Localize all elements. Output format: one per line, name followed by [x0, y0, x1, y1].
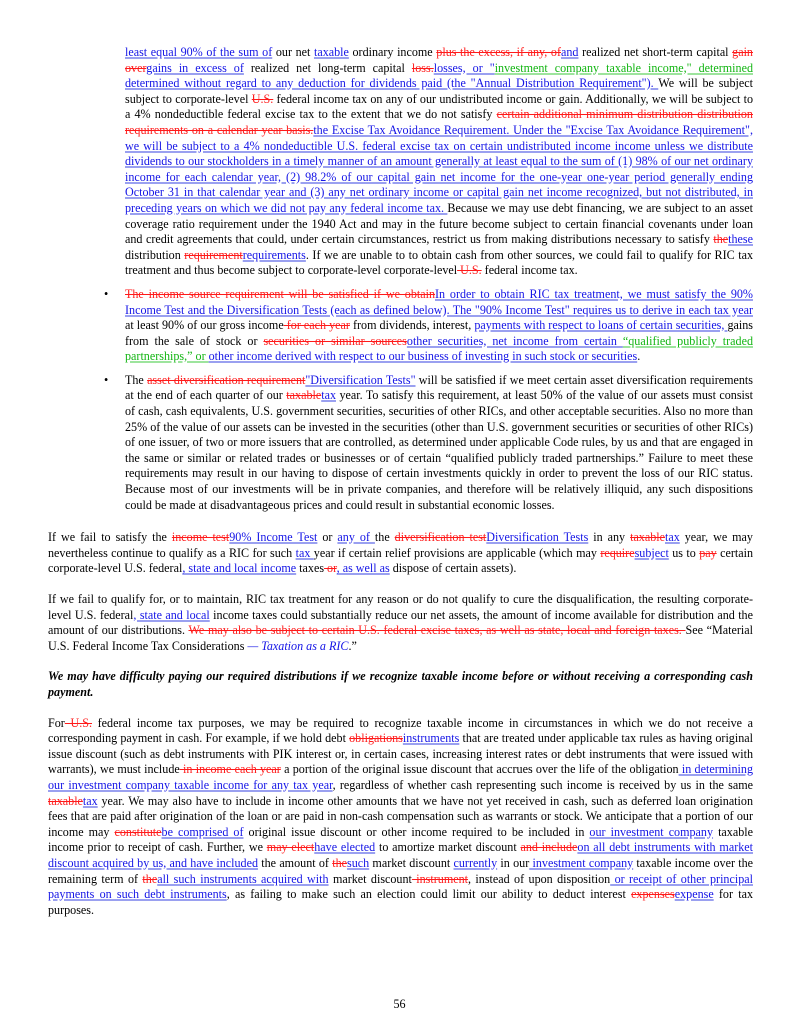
text: original issue discount or other income required to be included in — [243, 824, 590, 839]
text: year, we may nevertheless continue to qualify as a RIC for such — [48, 530, 753, 560]
deleted-text: certain additional minimum distribution distribution requirements on a calendar year basis. — [125, 107, 753, 137]
text: federal income tax. — [481, 263, 578, 278]
inserted-text: In order to obtain RIC tax treatment, we must satisfy the 90% Income Test and the Diversification Tests (each as defined below). The "90% Income Test" requires us to derive in each tax year — [125, 286, 753, 317]
deleted-text: for each year — [283, 318, 350, 333]
deleted-text: instrument — [411, 871, 469, 886]
text: or — [317, 530, 338, 545]
inserted-text: such — [346, 855, 370, 870]
inserted-text: tax — [82, 793, 98, 808]
paragraph-original-issue-discount — [48, 716, 753, 919]
deleted-text: income test — [171, 530, 230, 545]
deleted-text: pay — [699, 545, 717, 560]
text: the amount of — [258, 855, 333, 870]
inserted-text: other income derived with respect to our business of investing in such stock or securities — [208, 349, 638, 364]
text: year if certain relief provisions are applicable (which may — [313, 545, 601, 560]
text: in any — [588, 530, 631, 545]
text: market discount — [369, 855, 454, 870]
inserted-text-green: investment company taxable income," determined — [494, 60, 753, 75]
deleted-text: taxable — [286, 388, 322, 403]
text: at least 90% of our gross income — [125, 318, 284, 333]
text: dispose of certain assets). — [389, 561, 517, 576]
inserted-text: subject — [634, 545, 669, 560]
bullet-icon: • — [104, 372, 109, 387]
deleted-text: and include — [520, 840, 578, 855]
text: The — [125, 372, 148, 387]
inserted-text: "Diversification Tests" — [305, 372, 416, 387]
text: . — [637, 349, 641, 364]
deleted-text: We may also be subject to certain U.S. federal excise taxes, as well as state, local and foreign taxes. — [188, 623, 686, 638]
text: Because we may use debt financing, we are subject to an asset coverage ratio requirement under the 1940 Act and may in the future become subject to certain financial covenants under loan and credit agreements that could, under certain circumstances, restrict us from making distributions necessary to satisfy — [125, 200, 753, 247]
text: certain corporate-level U.S. federal — [48, 545, 753, 576]
deleted-text: securities or similar sources — [263, 333, 407, 348]
paragraph-disqualification — [48, 592, 753, 654]
deleted-text: obligations — [349, 731, 403, 746]
text: us to — [668, 545, 700, 560]
text: to amortize market discount — [375, 840, 521, 855]
inserted-text: 90% Income Test — [229, 530, 318, 545]
deleted-text: requirement — [184, 247, 243, 262]
bullet-icon: • — [104, 286, 109, 301]
requirements-list — [48, 45, 753, 513]
list-item-income-test — [48, 287, 753, 365]
list-item-diversification-tests — [48, 373, 753, 513]
deleted-text: or — [324, 561, 337, 576]
text: , regardless of whether cash representing such income is received by us in the same — [332, 777, 753, 792]
inserted-text: have elected — [314, 840, 376, 855]
text: a portion of the original issue discount that accrues over the life of the obligation — [280, 762, 679, 777]
text: income taxes could substantially reduce our net assets, the amount of income available for distribution and the amount of our distributions. — [48, 607, 753, 638]
deleted-text: plus the excess, if any, of — [436, 45, 561, 59]
text: distribution — [125, 247, 185, 262]
deleted-text: The income source requirement will be satisfied if we obtain — [125, 286, 435, 301]
deleted-text: gain over — [125, 45, 753, 75]
section-heading: We may have difficulty paying our required distributions if we recognize taxable income before or without receiving a corresponding cash payment. — [48, 669, 753, 699]
deleted-text: U.S. — [64, 715, 92, 730]
text: We will be subject subject to corporate-level — [125, 76, 753, 106]
text: gains from the sale of stock or — [125, 318, 753, 348]
text: that are treated under applicable tax rules as having original issue discount (such as debt instruments with PIK interest or, in certain cases, increasing interest rates or debt instruments that were issued with warrants), we must include — [48, 731, 753, 777]
text: year. To satisfy this requirement, at least 50% of the value of our assets must consist of cash, cash equivalents, U.S. government securities, securities of other RICs, and other acceptable securities. Also no more than 25% of the value of our assets can be invested in the securities (other than U.S. government securities or securities of other RICs) of one issuer, of two or more issuers that are controlled, as determined under applicable Code rules, by us and that are engaged in the same or similar or related trades or businesses or of certain “qualified publicly traded partnerships.” Failure to meet these requirements may result in our having to dispose of certain investments quickly in order to prevent the loss of our RIC status. Because most of our investments will be in private companies, and therefore will be relatively illiquid, any such dispositions could be made at disadvantageous prices and could result in substantial economic losses. — [125, 388, 753, 512]
deleted-text: may elect — [266, 840, 315, 855]
inserted-text: tax — [321, 388, 336, 403]
text: for tax purposes. — [48, 887, 753, 917]
cross-reference-link[interactable]: — Taxation as a RIC — [244, 638, 349, 653]
text: If we fail to satisfy the — [48, 530, 172, 545]
document-page — [48, 45, 753, 918]
text: in our — [497, 855, 530, 870]
inserted-text: tax — [295, 545, 314, 560]
inserted-text: gains in excess of — [146, 60, 244, 75]
text: federal income tax on any of our undistributed income or gain. Additionally, we will be subject to a 4% nondeductible federal excise tax to the extent that we do not satisfy — [125, 91, 754, 122]
inserted-text: , state and local — [133, 607, 210, 622]
inserted-text: Diversification Tests — [486, 530, 589, 545]
text: See “Material U.S. Federal Income Tax Considerations — [48, 623, 753, 653]
deleted-text: the — [332, 855, 347, 870]
deleted-text: U.S. — [251, 91, 274, 106]
deleted-text: taxable — [48, 793, 83, 808]
inserted-text: in determining our investment company taxable income for any tax year — [48, 762, 753, 792]
text: , instead of upon disposition — [468, 871, 611, 886]
inserted-text: or receipt of other principal payments on such debt instruments — [48, 871, 753, 902]
deleted-text: require — [600, 545, 635, 560]
text: taxable income prior to receipt of cash. Further, we — [48, 824, 753, 855]
text: , as failing to make such an election could limit our ability to deduct interest — [226, 887, 632, 902]
inserted-text: requirements — [242, 247, 306, 262]
inserted-text-green: “qualified publicly traded partnerships,” or — [125, 333, 753, 364]
inserted-text: our investment company — [589, 824, 714, 839]
inserted-text: payments with respect to loans of certain securities, — [474, 318, 728, 333]
text: For — [48, 715, 65, 730]
text: realized net short-term capital — [578, 45, 733, 59]
text: realized net long-term capital — [243, 60, 412, 75]
text: taxable income over the remaining term of — [48, 855, 754, 886]
inserted-text: instruments — [402, 731, 460, 746]
deleted-text: in income each year — [179, 762, 281, 777]
paragraph-relief-provisions — [48, 530, 753, 577]
text: .” — [348, 638, 357, 653]
inserted-text: these — [728, 232, 753, 247]
deleted-text: taxable — [630, 530, 665, 545]
text: from dividends, interest, — [349, 318, 475, 333]
text: . If we are unable to to obtain cash from other sources, we could fail to qualify for RIC tax treatment and thus become subject to corporate-level corporate-level — [125, 247, 753, 278]
inserted-text: determined without regard to any deduction for dividends paid (the "Annual Distribution Requirement"). — [125, 76, 659, 91]
text: our net — [272, 45, 314, 59]
text: federal income tax purposes, we may be required to recognize taxable income in circumstances in which we do not receive a corresponding payment in cash. For example, if we hold debt — [48, 715, 753, 746]
inserted-text: and — [561, 45, 579, 59]
inserted-text: , state and local income — [182, 561, 297, 576]
inserted-text: tax — [665, 530, 680, 545]
inserted-text: all such instruments acquired with — [157, 871, 329, 886]
inserted-text: investment company — [529, 855, 634, 870]
deleted-text: the — [142, 871, 158, 886]
inserted-text: taxable — [313, 45, 349, 59]
deleted-text: asset diversification requirement — [147, 372, 306, 387]
inserted-text: currently — [453, 855, 498, 870]
inserted-text: losses, or " — [433, 60, 495, 75]
inserted-text: , as well as — [336, 561, 390, 576]
deleted-text: diversification test — [394, 530, 487, 545]
deleted-text: loss. — [411, 60, 434, 75]
text: ordinary income — [348, 45, 437, 59]
text: will be satisfied if we meet certain asset diversification requirements at the end of each quarter of our — [125, 372, 753, 403]
b1-s1: least equal 90% of the sum of — [125, 45, 273, 59]
text: the — [374, 530, 395, 545]
inserted-text: on all debt instruments with market discount acquired by us, and have included — [48, 840, 753, 870]
text: year. We may also have to include in income other amounts that we have not yet received in cash, such as deferred loan origination fees that are paid after origination of the loan or are paid in non-cash compensation such as warrants or stock. We anticipate that a portion of our income may — [48, 793, 753, 839]
deleted-text: constitute — [114, 824, 162, 839]
deleted-text: expenses — [631, 887, 675, 902]
list-item-distribution-requirement — [48, 45, 753, 279]
deleted-text: the — [713, 232, 729, 247]
text: market discount — [328, 871, 412, 886]
inserted-text: expense — [674, 887, 714, 902]
inserted-text: other securities, net income from certain — [406, 333, 623, 348]
text: If we fail to qualify for, or to maintain, RIC tax treatment for any reason or do not qualify to cure the disqualification, the resulting corporate-level U.S. federal — [48, 592, 753, 622]
inserted-text: be comprised of — [161, 824, 244, 839]
inserted-text: the Excise Tax Avoidance Requirement. Under the "Excise Tax Avoidance Requirement", we will be subject to a 4% nondeductible U.S. federal excise tax on certain undistributed income income unless we distribute dividends to our stockholders in a timely manner of an amount generally at least equal to the sum of (1) 98% of our net ordinary income for each calendar year, (2) 98.2% of our capital gain net income for the one-year one-year period generally ending October 31 in that calendar year and (3) any net ordinary income or capital gain net income recognized, but not distributed, in preceding years on which we did not pay any federal income tax. — [125, 122, 753, 215]
text: taxes — [296, 561, 325, 576]
inserted-text: any of — [337, 530, 375, 545]
deleted-text: U.S. — [457, 263, 482, 278]
page-number: 56 — [393, 997, 406, 1011]
